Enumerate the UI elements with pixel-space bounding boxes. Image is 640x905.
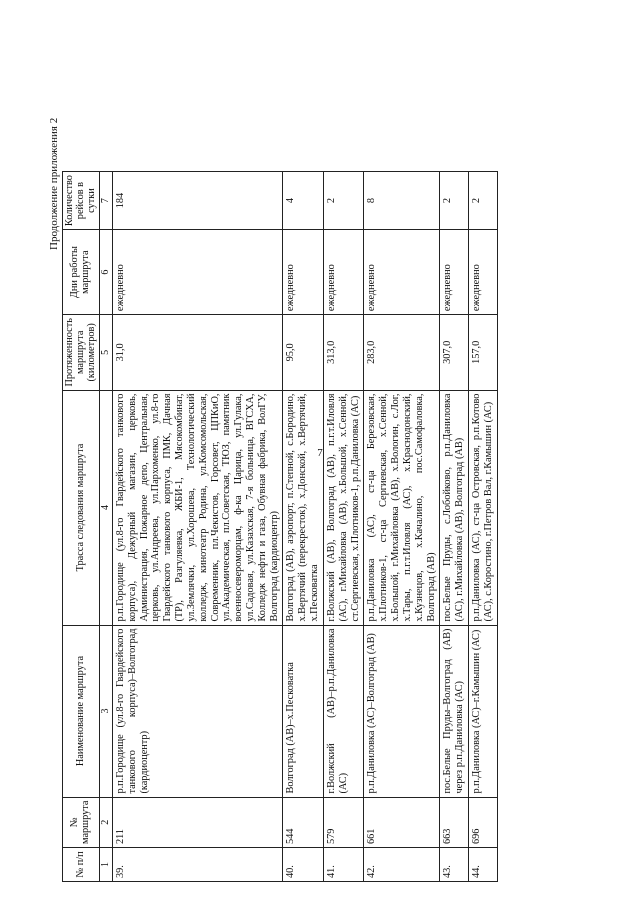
table-row <box>469 172 498 882</box>
table-row <box>112 172 283 882</box>
operating-days: ежедневно <box>112 230 283 315</box>
header-cell: № маршрута <box>63 797 100 847</box>
column-number: 3 <box>100 625 113 797</box>
trips-per-day: 2 <box>469 172 498 230</box>
route-path: пос.Белые Пруды, с.Лобойково, р.п.Даниловка (АС), г.Михайловка (АВ), Волгоград (АВ) <box>440 390 469 625</box>
route-length: 157,0 <box>469 315 498 390</box>
route-length: 283,0 <box>364 315 440 390</box>
column-number: 5 <box>100 315 113 390</box>
route-path: Волгоград (АВ), аэропорт, п.Степной, с.Бородино, х.Вертячий (перекресток), х.Донской, х.Вертячий, х.Песковатка <box>283 390 323 625</box>
table-row <box>440 172 469 882</box>
route-name: пос.Белые Пруды–Волгоград (АВ) через р.п.Даниловка (АС) <box>440 625 469 797</box>
row-number: 43. <box>440 848 469 882</box>
route-length: 313,0 <box>323 315 363 390</box>
header-cell: Протяженность маршрута (километров) <box>63 315 100 390</box>
column-number: 1 <box>100 848 113 882</box>
column-number: 6 <box>100 230 113 315</box>
row-number: 39. <box>112 848 283 882</box>
row-number: 41. <box>323 848 363 882</box>
trips-per-day: 8 <box>364 172 440 230</box>
operating-days: ежедневно <box>469 230 498 315</box>
row-number: 44. <box>469 848 498 882</box>
routes-table <box>62 171 498 882</box>
route-length: 307,0 <box>440 315 469 390</box>
header-cell: Дни работы маршрута <box>63 230 100 315</box>
route-number: 696 <box>469 797 498 847</box>
operating-days: ежедневно <box>283 230 323 315</box>
route-number: 663 <box>440 797 469 847</box>
route-length: 31,0 <box>112 315 283 390</box>
header-cell: Трасса следования маршрута <box>63 390 100 625</box>
row-number: 40. <box>283 848 323 882</box>
header-cell: Наименование маршрута <box>63 625 100 797</box>
route-name: р.п.Даниловка (АС)–Волгоград (АВ) <box>364 625 440 797</box>
table-row <box>364 172 440 882</box>
table-row <box>283 172 323 882</box>
route-length: 95,0 <box>283 315 323 390</box>
route-path: г.Волжский (АВ), Волгоград (АВ), п.г.т.Иловля (АС), г.Михайловка (АВ), х.Большой, х.Сенной, ст.Сергиевская, х.Плотников-1, р.п.Даниловка (АС) <box>323 390 363 625</box>
header-cell: Количество рейсов в сутки <box>63 172 100 230</box>
column-number-row <box>100 172 113 882</box>
route-name: р.п.Городище (ул.8-го Гвардейского танкового корпуса)–Волгоград (кардиоцентр) <box>112 625 283 797</box>
route-name: г.Волжский (АВ)–р.п.Даниловка (АС) <box>323 625 363 797</box>
route-path: р.п.Даниловка (АС), ст-ца Островская, р.п.Котово (АС), с.Коростино, г.Петров Вал, г.Камышин (АС) <box>469 390 498 625</box>
route-number: 579 <box>323 797 363 847</box>
operating-days: ежедневно <box>440 230 469 315</box>
route-path: р.п.Городище (ул.8-го Гвардейского танкового корпуса), Дежурный магазин, церковь, Администрация, Пожарное депо, Центральная, церковь, ул.Андреева, ул.Пархоменко, ул.8-го Гвардейского танкового корпуса, ПМК, Дачная (ТР), Разгуляевка, ЖБИ-1, Мясокомбинат, ул.Землячки, ул.Хорошева, Технологический колледж, кинотеатр Родина, ул.Комсомольская, Современник, пл.Чекистов, Горсовет, ЦПКиО, ул.Академическая, пл.Советская, ТЮЗ, памятник военносевероморцам, ф-ка Царица, ул.Гулака, ул.Садовая, ул.Казахская, 7-я больница, ВГСХА, Колледж нефти и газа, Обувная фабрика, ВолГУ, Волгоград (кардиоцентр) <box>112 390 283 625</box>
route-number: 544 <box>283 797 323 847</box>
route-number: 661 <box>364 797 440 847</box>
trips-per-day: 4 <box>283 172 323 230</box>
route-name: р.п.Даниловка (АС)–г.Камышин (АС) <box>469 625 498 797</box>
appendix-caption: Продолжение приложения 2 <box>48 117 60 250</box>
header-cell: № п/п <box>63 848 100 882</box>
column-number: 2 <box>100 797 113 847</box>
header-row <box>63 172 100 882</box>
route-path: р.п.Даниловка (АС), ст-ца Березовская, х.Плотников-1, ст-ца Сергиевская, х.Сенной, х.Большой, г.Михайловка (АВ), х.Вологин, с.Лог, х.Тары, п.г.т.Иловля (АС), х.Краснодонский, х.Кузнецов, х.Качалино, пос.Самофаловка, Волгоград (АВ) <box>364 390 440 625</box>
column-number: 7 <box>100 172 113 230</box>
page-number: 7 <box>317 447 323 459</box>
operating-days: ежедневно <box>364 230 440 315</box>
route-name: Волгоград (АВ)–х.Песковатка <box>283 625 323 797</box>
trips-per-day: 184 <box>112 172 283 230</box>
trips-per-day: 2 <box>323 172 363 230</box>
table-row <box>323 172 363 882</box>
operating-days: ежедневно <box>323 230 363 315</box>
trips-per-day: 2 <box>440 172 469 230</box>
route-number: 211 <box>112 797 283 847</box>
column-number: 4 <box>100 390 113 625</box>
row-number: 42. <box>364 848 440 882</box>
